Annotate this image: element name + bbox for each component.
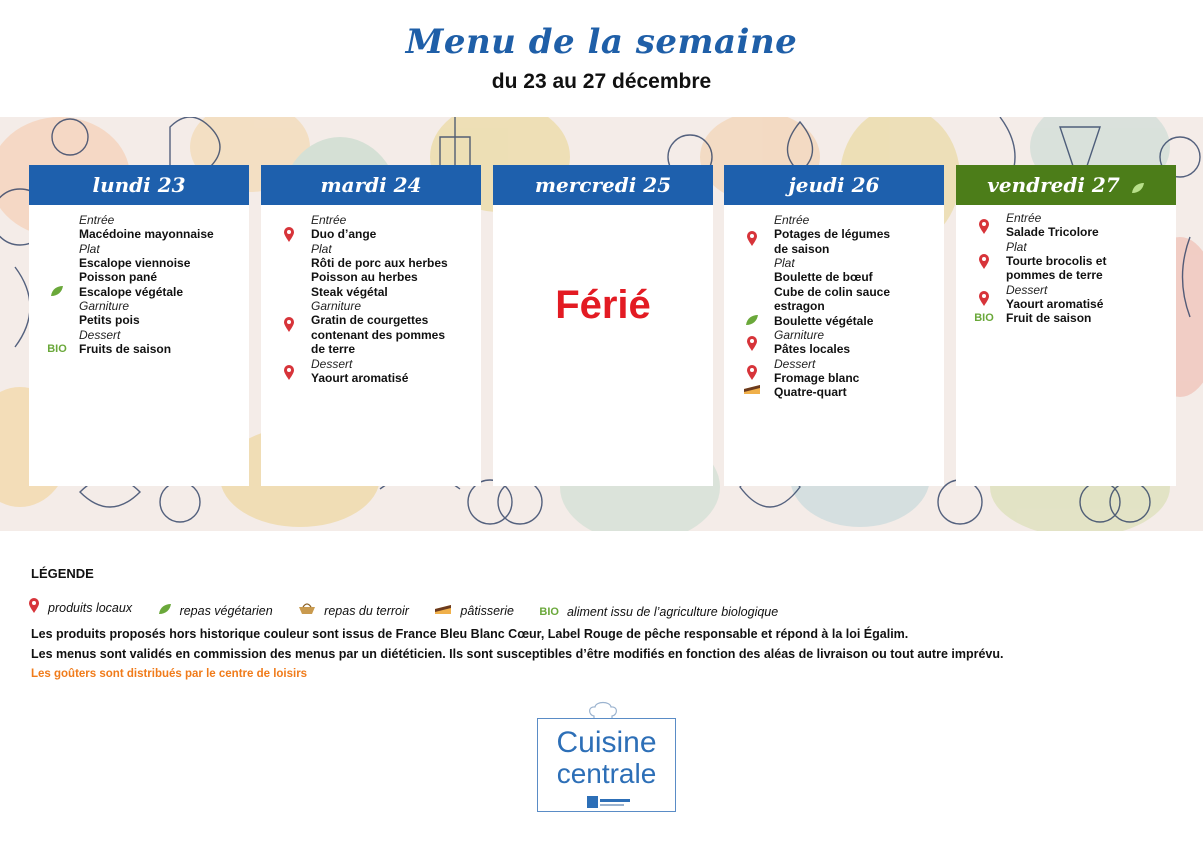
logo-line-2: centrale bbox=[556, 758, 657, 789]
day-header: jeudi 26 bbox=[724, 165, 944, 205]
section-label: Plat bbox=[311, 241, 332, 256]
section-label: Dessert bbox=[311, 356, 353, 371]
day-header: mercredi 25 bbox=[493, 165, 713, 205]
note-line-2: Les menus sont validés en commission des menus par un diététicien. Ils sont susceptibles d’être modifiés en fonction des aléas de livraison ou tout autre imprévu. bbox=[31, 647, 1004, 661]
page-subtitle: du 23 au 27 décembre bbox=[491, 70, 712, 93]
menu-item: BIO Fruits de saison bbox=[79, 342, 249, 357]
section-label: Entrée bbox=[774, 213, 810, 227]
day-card-mardi bbox=[261, 165, 481, 486]
bio-badge: BIO bbox=[974, 312, 994, 324]
day-header: lundi 23 bbox=[29, 165, 249, 205]
menu-item: Boulette végétale bbox=[774, 314, 944, 329]
basket-icon bbox=[298, 603, 316, 618]
day-header: mardi 24 bbox=[261, 165, 481, 205]
section-label: Garniture bbox=[79, 299, 130, 313]
menu-item: Macédoine mayonnaise bbox=[79, 227, 214, 241]
note-line-3: Les goûters sont distribués par le centre de loisirs bbox=[31, 668, 308, 680]
section-label: Dessert bbox=[79, 327, 121, 342]
section-label: Plat bbox=[1006, 239, 1027, 254]
menu-item: de saison bbox=[774, 241, 830, 256]
menu-item: pommes de terre bbox=[1006, 268, 1103, 282]
leaf-icon bbox=[39, 285, 75, 301]
menu-item: BIO Fruit de saison bbox=[1006, 311, 1176, 326]
menu-item: Boulette de bœuf bbox=[774, 270, 873, 284]
menu-item: Quatre-quart bbox=[774, 385, 944, 400]
leaf-icon bbox=[734, 314, 770, 330]
legend-item-terroir: repas du terroir bbox=[298, 603, 409, 618]
legend-item-vege: repas végétarien bbox=[158, 603, 273, 618]
menu-item: Poisson pané bbox=[79, 270, 158, 284]
section-label: Entrée bbox=[311, 213, 347, 227]
menu-item: Yaourt aromatisé bbox=[311, 371, 481, 386]
menu-item: Yaourt aromatisé bbox=[1006, 297, 1176, 312]
pin-icon bbox=[28, 597, 40, 618]
pin-icon bbox=[734, 365, 770, 385]
menu-item: estragon bbox=[774, 299, 825, 313]
cake-icon bbox=[734, 383, 770, 399]
day-card-jeudi bbox=[724, 165, 944, 486]
menu-item: Salade Tricolore bbox=[1006, 225, 1176, 240]
section-label: Dessert bbox=[774, 356, 816, 371]
legend-item-patisserie: pâtisserie bbox=[434, 603, 514, 618]
bio-badge: BIO bbox=[539, 606, 559, 618]
menu-item: Tourte brocolis et bbox=[1006, 254, 1176, 269]
pin-icon bbox=[271, 317, 307, 337]
ferie-label: Férié bbox=[555, 283, 651, 327]
pin-icon bbox=[966, 291, 1002, 311]
pin-icon bbox=[271, 227, 307, 247]
pin-icon bbox=[734, 231, 770, 251]
menu-item: Steak végétal bbox=[311, 284, 388, 299]
menu-item: contenant des pommes bbox=[311, 327, 446, 342]
menu-item: de terre bbox=[311, 342, 356, 356]
leaf-icon bbox=[1131, 167, 1145, 207]
cuisine-centrale-logo bbox=[537, 718, 676, 812]
section-label: Garniture bbox=[311, 299, 362, 313]
day-card-lundi bbox=[29, 165, 249, 486]
note-line-1: Les produits proposés hors historique couleur sont issus de France Bleu Blanc Cœur, Label Rouge de pêche responsable et répond à la loi Égalim. bbox=[31, 627, 909, 641]
leaf-icon bbox=[158, 603, 172, 618]
menu-item: Petits pois bbox=[79, 313, 140, 327]
menu-item: Escalope végétale bbox=[79, 285, 249, 300]
menu-item: Cube de colin sauce bbox=[774, 284, 891, 299]
menu-item: Rôti de porc aux herbes bbox=[311, 255, 448, 270]
logo-line-1: Cuisine bbox=[556, 726, 657, 759]
legend-item-local: produits locaux bbox=[28, 597, 132, 618]
day-header: vendredi 27 bbox=[956, 165, 1176, 205]
menu-item: Gratin de courgettes bbox=[311, 313, 481, 328]
menu-item: Fromage blanc bbox=[774, 371, 944, 386]
section-label: Entrée bbox=[79, 213, 115, 227]
menu-item: Poisson au herbes bbox=[311, 270, 418, 284]
menu-item: Pâtes locales bbox=[774, 342, 944, 357]
section-label: Dessert bbox=[1006, 282, 1048, 297]
pin-icon bbox=[271, 365, 307, 385]
legend-title: LÉGENDE bbox=[31, 566, 94, 581]
city-emblem-icon bbox=[587, 795, 631, 809]
bio-badge: BIO bbox=[47, 342, 67, 355]
legend-item-bio: BIO aliment issu de l’agriculture biologique bbox=[539, 605, 779, 619]
menu-item: Potages de légumes bbox=[774, 227, 944, 242]
day-card-mercredi bbox=[493, 165, 713, 486]
section-label: Plat bbox=[774, 256, 795, 270]
legend bbox=[28, 597, 800, 619]
menu-item: Duo d’ange bbox=[311, 227, 481, 242]
section-label: Entrée bbox=[1006, 211, 1042, 225]
pin-icon bbox=[966, 219, 1002, 239]
pin-icon bbox=[966, 254, 1002, 274]
day-card-vendredi bbox=[956, 165, 1176, 486]
menu-item: Escalope viennoise bbox=[79, 255, 191, 270]
section-label: Plat bbox=[79, 241, 100, 256]
page-title: Menu de la semaine bbox=[405, 22, 798, 62]
pin-icon bbox=[734, 336, 770, 356]
section-label: Garniture bbox=[774, 328, 825, 342]
cake-icon bbox=[434, 603, 452, 618]
